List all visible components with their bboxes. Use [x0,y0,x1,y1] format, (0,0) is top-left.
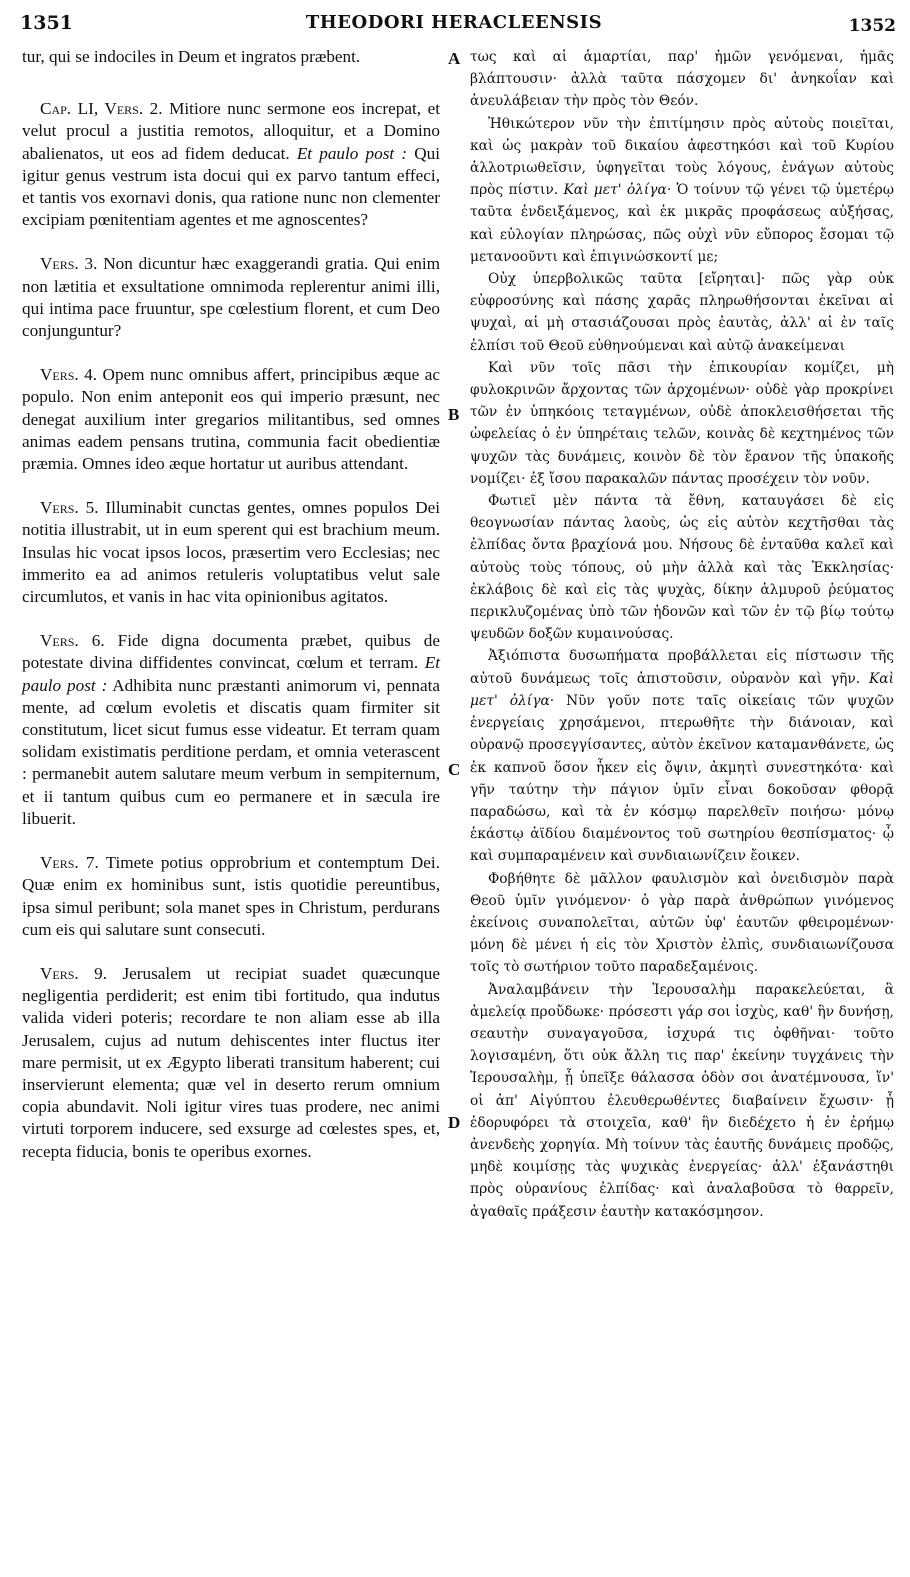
greek-text: Φοβήθητε δὲ μᾶλλον φαυλισμὸν καὶ ὀνειδισμὸν παρὰ Θεοῦ ὑμῖν γινόμενον· ὁ γὰρ παρὰ ἀνθρώπων γινόμενος ἐκείνοις συναπολεῖται, αὐτῶν ὑφ' ἑαυτῶν φθειρομένων· μόνη δὲ μένει ἡ εἰς τὸν Χριστὸν ἐλπὶς, συνδιαιωνίζουσα τοῖς τὸ σωτήριον τοῦτο παραδεξαμένοις. [470,870,894,976]
verse-label: Cap. LI, Vers. 2. [40,99,163,119]
margin-letter-b: B [448,405,460,424]
latin-text: Mitiore nunc sermone eos increpat, et velut procul a justitia remotos, alloquitur, et a Domino abalienatos, ut eos ad fidem deducat. [22,99,440,163]
greek-italic-text: Καὶ μετ' ὀλίγα· [470,670,894,709]
greek-text: Ἀξιόπιστα δυσωπήματα προβάλλεται εἰς πίστωσιν τῆς αὐτοῦ δυνάμεως τοῖς ἀπιστοῦσιν, οὐρανὸν καὶ γῆν. [470,648,894,687]
greek-paragraph [470,645,894,867]
latin-paragraph [22,253,440,342]
page-number-right: 1352 [848,16,896,36]
greek-text: Οὐχ ὑπερβολικῶς ταῦτα [εἴρηται]· πῶς γὰρ οὐκ εὐφροσύνης καὶ πάσης χαρᾶς πληρωθήσονται ἐκεῖναι αἱ ψυχαὶ, αἱ μὴ στασιάζουσαι πρὸς ἑαυτὰς, ἀλλ' αἱ ἐν ταῖς ἐλπίσι τοῦ Θεοῦ εὐθηνούμεναι καὶ αὐτῷ ἀνακείμεναι [470,271,894,354]
page-header [10,12,898,42]
page-number-left: 1351 [20,12,73,34]
margin-letter-a: A [448,49,461,68]
greek-text: Νῦν γοῦν ποτε ταῖς οἰκείαις τῶν ψυχῶν ἐνεργείαις χρησάμενοι, πτερωθῆτε τὴν διάνοιαν, καὶ οὐρανῷ προσεγγίσαντες, αὐτὸν ἐκεῖνον καταμανθάνετε, ὡς ἐκ καπνοῦ ὅσον ἧκεν εἰς ὄψιν, ἀκμητὶ συνεστηκότα· καὶ γῆν ταύτην τὴν πάγιον ὑμῖν εἶναι δοκοῦσαν φθορᾷ παραδώσω, καὶ τὰ ἐν κόσμῳ παρελθεῖν ποιήσω· μόνῳ ἑκάστῳ ἀϊδίου διαμένοντος τοῦ σωτηρίου θεσπίσματος· ᾧ καὶ συμπαραμένειν καὶ συνδιαιωνίζειν ἔοικεν. [470,692,894,865]
greek-paragraph [470,113,894,268]
verse-label: Vers. 3. [40,254,98,274]
latin-text: Illuminabit cunctas gentes, omnes populos Dei notitia illustrabit, ut in eum sperent qui est brachium meum. Insulas hic vocat ipsos locos, præsertim vero Ecclesias; nec immerito ea ad animos retuleris voluptatibus velut sale circumlutos, et vanis in hac vita opinionibus agitatos. [22,498,441,607]
latin-text: Fide digna documenta præbet, quibus de potestate divina diffidentes convincat, cœlum et terram. [22,631,440,673]
latin-text: tur, qui se indociles in Deum et ingratos præbent. [22,47,361,66]
latin-paragraph [22,46,440,68]
margin-letter-c: C [448,760,461,779]
latin-text: Non dicuntur hæc exaggerandi gratia. Qui enim non lætitia et exsultatione omnimoda replerentur animi illi, qui intima pace fruuntur, spe cœlestium florent, et cum Deo conjunguntur? [22,254,441,341]
greek-text: Ἀναλαμβάνειν τὴν Ἱερουσαλὴμ παρακελεύεται, ἃ ἀμελείᾳ προὔδωκε· πρόσεστι γάρ σοι ἰσχὺς, καθ' ἣν δυνήσῃ, σεαυτὴν συναγαγοῦσα, ἰσχυρά τις ὀφθῆναι· τοῦτο λογισαμένη, ὅτι οὐκ ἄλλη τις παρ' ἐκείνην τυγχάνεις τὴν Ἱερουσαλὴμ, ᾗ ὑπεῖξε θάλασσα ὁδὸν σοι ἀνατέμνουσα, ἵν' οἱ ἀπ' Αἰγύπτου ἐλευθερωθέντες διαβαίνειν ἔχωσιν· ᾗ ἐδορυφόρει τὰ στοιχεῖα, καθ' ἣν διεδέχετο ἡ ἐν ἐρήμῳ ἀνενδεὴς χορηγία. Μὴ τοίνυν τὰς ἑαυτῆς δυνάμεις προδῷς, μηδὲ κοιμίσῃς τὰς ψυχικὰς ἐνεργείας· ἀλλ' ἐξανάστηθι πρὸς οὐρανίους ἐλπίδας· καὶ ἀναλαβοῦσα τὸ θαρρεῖν, ἀγαθαῖς πράξεσιν ἑαυτὴν κατακόσμησον. [470,981,894,1220]
greek-paragraph [470,357,894,490]
latin-text: Jerusalem ut recipiat suadet quæcunque negligentia perdiderit; est enim tibi fortitudo, qua indutus valida videri poteris; recordare te non aliam esse ab illa Jerusalem, cujus ad nutum dehiscentes inter fluctus iter mare permisit, ut ex Ægypto liberati transitum haberent; cui inservierunt elementa; quæ vel in deserto rerum omnium copia abundavit. Noli igitur vires tuas prodere, nec animi virtuti torporem inducere, sed exsurge ad cœlestes spes, et, recepta fiducia, bonis te operibus exornes. [22,963,440,1161]
latin-paragraph [22,497,440,608]
latin-italic-text: Et paulo post : [22,653,440,695]
greek-column [470,46,894,1223]
greek-paragraph [470,46,894,113]
latin-paragraph [22,364,440,475]
greek-paragraph [470,868,894,979]
greek-paragraph [470,268,894,357]
greek-text: τως καὶ αἱ ἁμαρτίαι, παρ' ἡμῶν γενόμεναι, ἡμᾶς βλάπτουσιν· ἀλλὰ ταῦτα πάσχομεν δι' ἀνηκοΐαν καὶ ἀνευλάβειαν τὴν πρὸς τὸν Θεόν. [470,49,894,110]
verse-label: Vers. 6. [40,631,105,651]
greek-text: Ὁ τοίνυν τῷ γένει τῷ ὑμετέρῳ ταῦτα ἐνδειξάμενος, καὶ ἐκ μικρᾶς προφάσεως αὐξήσας, καὶ εὐλογίαν πληρώσας, πῶς οὐχὶ νῦν εὔπορος ἔσομαι τῷ μετανοοῦντι καὶ ἐπιγινώσκοντί με; [470,182,894,265]
latin-paragraph [22,630,440,830]
latin-italic-text: Et paulo post : [296,143,408,163]
greek-paragraph [470,979,894,1223]
greek-italic-text: Καὶ μετ' ὀλίγα· [563,182,672,199]
verse-label: Vers. 9. [40,963,108,983]
latin-column [22,46,440,1185]
greek-text: Ἠθικώτερον νῦν τὴν ἐπιτίμησιν πρὸς αὐτοὺς ποιεῖται, καὶ ὡς μακρὰν τοῦ δικαίου ἀφεστηκόσι καὶ τοῦ Κυρίου ἀλλοτριωθεῖσιν, ὑφηγεῖται τοὺς λόγους, ἐνάγων αὐτοὺς πρὸς πίστιν. [470,115,894,199]
verse-label: Vers. 5. [40,498,99,518]
greek-text: Καὶ νῦν τοῖς πᾶσι τὴν ἐπικουρίαν κομίζει, μὴ φυλοκρινῶν ἄρχοντας τῶν ἀρχομένων· οὐδὲ γὰρ προκρίνει τῶν ἐν ὑπηκόοις τεταγμένων, οὐδὲ ἀποκλεισθήσεται τῆς ὠφελείας ὁ ἐν ὑπηρέταις τελῶν, κοινὰς δὲ κεχτημένος τῶν ψυχῶν τὰς δυνάμεις, κοινὸν δὲ τὸν ἔρανον τῆς ὑπακοῆς νομίζει· ἐξ ἴσου παρακαλῶν πάντας προσέχειν τὸν νοῦν. [470,359,894,487]
greek-paragraph [470,490,894,645]
margin-letter-d: D [448,1113,461,1132]
latin-text: Qui igitur genus vestrum ista docui qui ex parvo tantum effeci, et tantis vos exornavi donis, qua ratione nunc non clementer excipiam pœnitentiam agentes et me agnoscentes? [22,143,440,230]
latin-text: Adhibita nunc præstanti animorum vi, pennata mente, ad cœlum evoletis et discatis quam firmiter sit constitutum, licet sicut fumus esse videatur. Et terram quam solidam existimatis perditione perdam, et omnia veterascent : permanebit autem salutare meum verbum in sempiternum, et ii tantum quibus cum eo permanere et in sæcula ire libuerit. [22,675,440,828]
verse-label: Vers. 4. [40,365,98,385]
latin-text: Opem nunc omnibus affert, principibus æque ac populo. Non enim anteponit eos qui imperio præsunt, nec denegat auxilium inter gregarios militantibus, sed omnes animas eadem pensans trutina, communia facit obedientiæ præmia. Omnes ideo æque hortatur ut auribus attendant. [22,365,441,474]
latin-paragraph [22,852,440,941]
latin-paragraph [22,98,440,231]
verse-label: Vers. 7. [40,853,99,873]
running-title: THEODORI HERACLEENSIS [305,12,603,33]
latin-text: Timete potius opprobrium et contemptum Dei. Quæ enim ex hominibus sunt, istis quotidie pereuntibus, ipsa simul peribunt; sola manet spes in Christum, perdurans cum eis qui salutare sunt consecuti. [22,853,441,939]
greek-text: Φωτιεῖ μὲν πάντα τὰ ἔθνη, καταυγάσει δὲ εἰς θεογνωσίαν πάντας λαοὺς, ὡς εἰς αὐτὸν κεχτῆσθαι τὰς ἐλπίδας ὄντα βραχίονά μου. Νήσους δὲ ἐνταῦθα καλεῖ καὶ αὐτοὺς τοὺς τόπους, οὐ μὴν ἀλλὰ καὶ τὰς Ἐκκλησίας· ἐκλάβοις δὲ καὶ εἰς τὰς ψυχὰς, δίκην ἁλμυροῦ ῥεύματος περικλυζομένας ὑπὸ τῶν ἡδονῶν καὶ τῶν ἐν τῷ βίῳ τούτῳ ψευδῶν δοξῶν κυμαινούσας. [470,493,894,643]
latin-paragraph [22,963,440,1163]
